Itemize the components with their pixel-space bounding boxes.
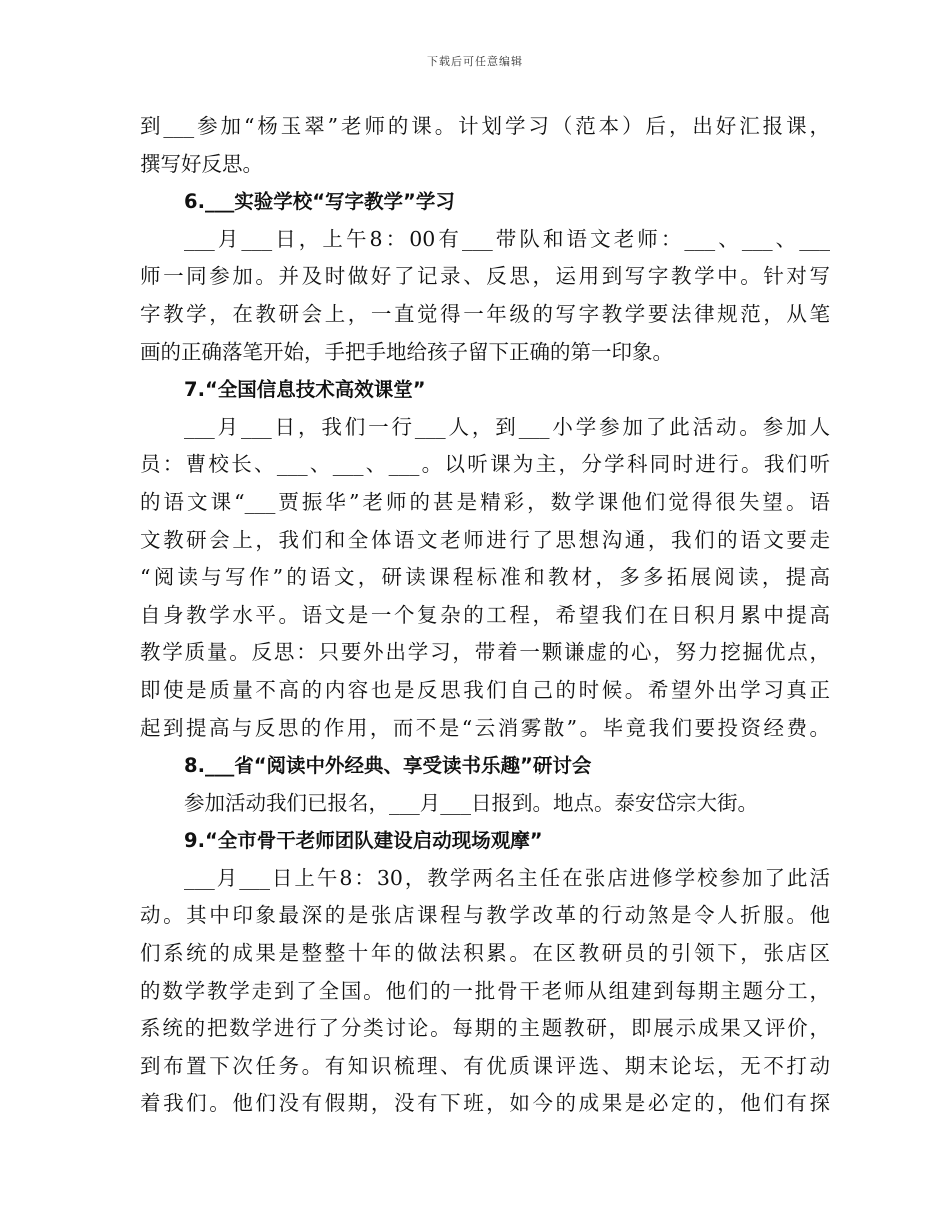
document-body — [140, 108, 830, 1123]
paragraph-line: 到布置下次任务。有知识梳理、有优质课评选、期末论坛，无不打动 — [140, 1053, 830, 1078]
paragraph-line: 自身教学水平。语文是一个复杂的工程，希望我们在日积月累中提高 — [140, 602, 830, 627]
paragraph-line: 起到提高与反思的作用，而不是“云消雾散”。毕竟我们要投资经费。 — [140, 715, 830, 740]
paragraph-line: 画的正确落笔开始，手把手地给孩子留下正确的第一印象。 — [140, 339, 673, 364]
section-heading: 8.___省“阅读中外经典、享受读书乐趣”研讨会 — [184, 754, 592, 778]
paragraph-line: ___月___日，我们一行___人，到___小学参加了此活动。参加人 — [184, 414, 830, 439]
paragraph-line: 即使是质量不高的内容也是反思我们自己的时候。希望外出学习真正 — [140, 677, 830, 702]
paragraph-line: 员：曹校长、___、___、___。以听课为主，分学科同时进行。我们听 — [140, 452, 830, 477]
paragraph-line: 动。其中印象最深的是张店课程与教学改革的行动煞是令人折服。他 — [140, 903, 830, 928]
paragraph-line: ___月___日，上午8：00有___带队和语文老师：___、___、___ — [184, 226, 830, 251]
paragraph-line: 师一同参加。并及时做好了记录、反思，运用到写字教学中。针对写 — [140, 264, 830, 289]
paragraph-line: 教学质量。反思：只要外出学习，带着一颗谦虚的心，努力挖掘优点， — [140, 640, 830, 665]
paragraph-line: 字教学，在教研会上，一直觉得一年级的写字教学要法律规范，从笔 — [140, 301, 830, 326]
page-header: 下载后可任意编辑 — [427, 55, 523, 68]
section-heading: 7.“全国信息技术高效课堂” — [184, 378, 426, 402]
paragraph-line: 系统的把数学进行了分类讨论。每期的主题教研，即展示成果又评价， — [140, 1016, 830, 1041]
paragraph-line: 们系统的成果是整整十年的做法积累。在区教研员的引领下，张店区 — [140, 941, 830, 966]
section-heading: 6.___实验学校“写字教学”学习 — [184, 190, 455, 214]
paragraph-line: ___月___日上午8：30，教学两名主任在张店进修学校参加了此活 — [184, 865, 830, 890]
paragraph-line: 到___参加“杨玉翠”老师的课。计划学习（范本）后，出好汇报课， — [140, 114, 830, 138]
paragraph-line: 参加活动我们已报名，___月___日报到。地点。泰安岱宗大街。 — [184, 790, 758, 815]
paragraph-line: 的语文课“___贾振华”老师的甚是精彩，数学课他们觉得很失望。语 — [140, 489, 830, 514]
paragraph-line: 的数学教学走到了全国。他们的一批骨干老师从组建到每期主题分工， — [140, 978, 830, 1003]
paragraph-line: 撰写好反思。 — [140, 151, 263, 176]
paragraph-line: 着我们。他们没有假期，没有下班，如今的成果是必定的，他们有探 — [140, 1091, 830, 1116]
section-heading: 9.“全市骨干老师团队建设启动现场观摩” — [184, 829, 543, 853]
paragraph-line: “阅读与写作”的语文，研读课程标准和教材，多多拓展阅读，提高 — [140, 565, 830, 590]
paragraph-line: 文教研会上，我们和全体语文老师进行了思想沟通，我们的语文要走 — [140, 527, 830, 552]
